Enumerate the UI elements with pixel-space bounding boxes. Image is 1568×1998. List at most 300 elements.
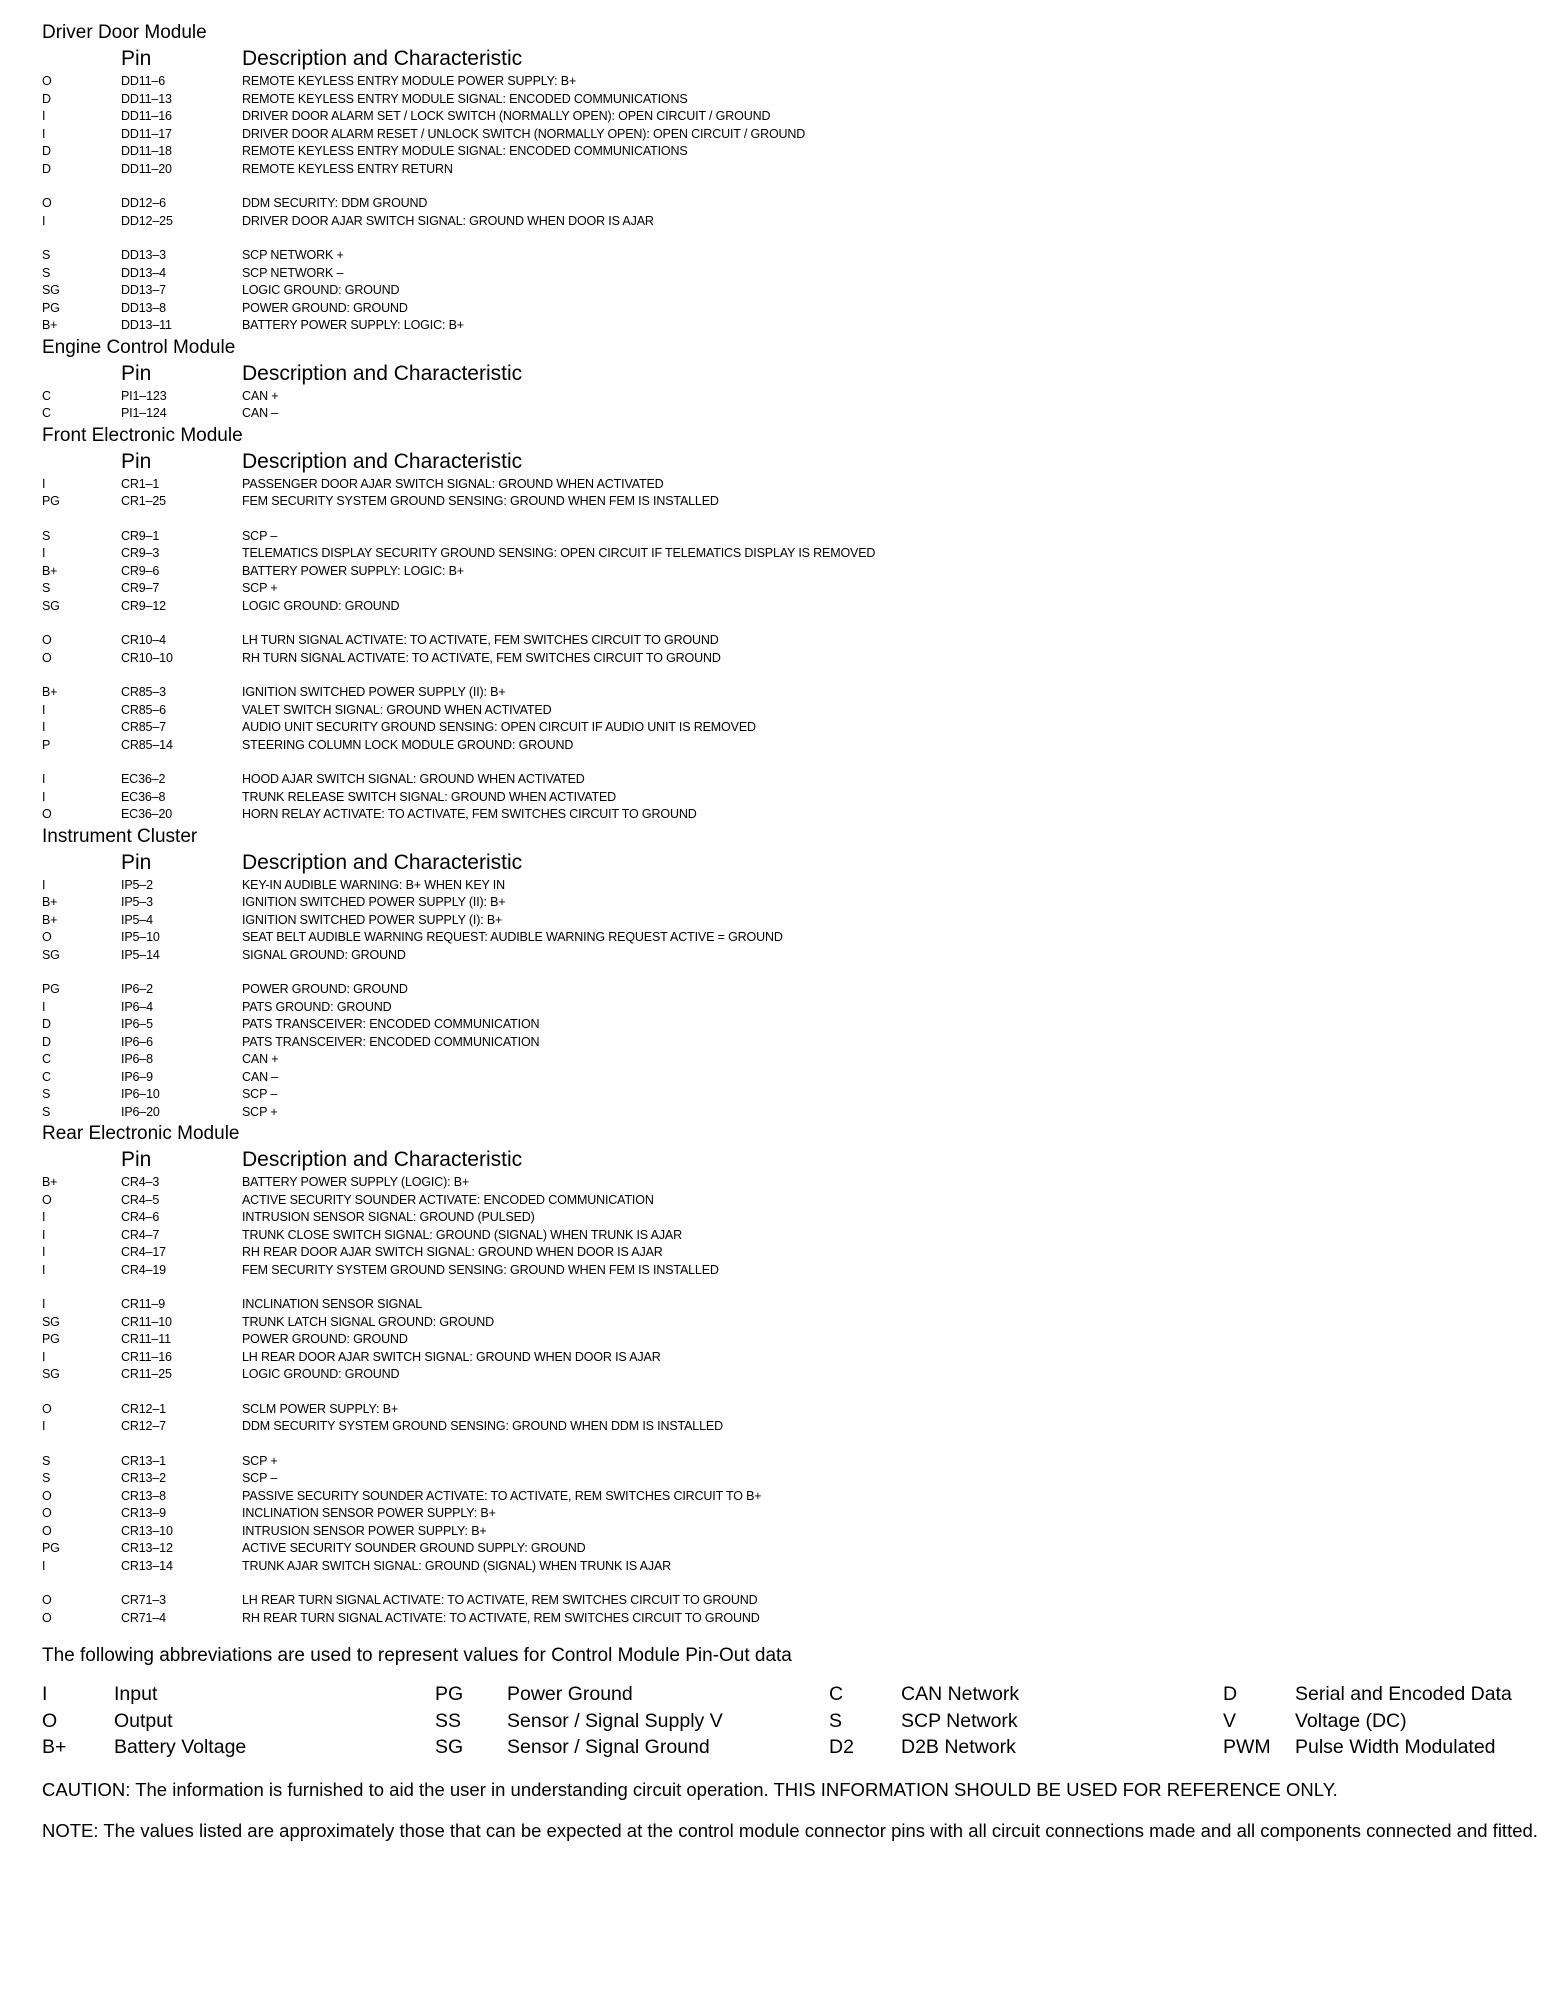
legend-label: Sensor / Signal Ground: [507, 1736, 710, 1758]
pin-id: DD12–25: [121, 213, 173, 228]
pin-id: DD13–3: [121, 248, 166, 262]
pin-id: CR4–5: [121, 1192, 160, 1207]
legend-code: SS: [435, 1709, 462, 1732]
pin-description: POWER GROUND: GROUND: [242, 982, 408, 996]
legend-code: D: [1223, 1683, 1238, 1705]
pin-description: LOGIC GROUND: GROUND: [242, 1367, 400, 1381]
signal-type: I: [42, 1419, 46, 1433]
pin-row: [42, 1227, 1542, 1245]
signal-type: I: [42, 476, 46, 491]
pin-description: PASSENGER DOOR AJAR SWITCH SIGNAL: GROUND WHEN ACTIVATED: [242, 476, 664, 491]
pin-id: CR13–10: [121, 1523, 173, 1538]
section-title: Driver Door Module: [42, 22, 207, 43]
pin-row: [42, 300, 1542, 318]
pin-row: [42, 999, 1542, 1017]
pin-row: [42, 1314, 1542, 1332]
signal-type: O: [42, 1523, 52, 1538]
legend-code: V: [1223, 1709, 1237, 1732]
group-spacer: [42, 511, 1542, 528]
signal-type: SG: [42, 283, 60, 297]
pin-description: DDM SECURITY: DDM GROUND: [242, 196, 428, 210]
pin-id: CR11–16: [121, 1349, 172, 1364]
group-spacer: [42, 1279, 1542, 1296]
signal-type: B+: [42, 895, 58, 909]
pin-description: SCP –: [242, 1087, 278, 1101]
signal-type: I: [42, 109, 46, 123]
abbreviation-legend: [42, 1641, 1542, 1843]
signal-type: D: [42, 1034, 51, 1049]
caution-text: CAUTION: The information is furnished to aid the user in understanding circuit operation. THIS INFORMATION SHOULD BE USED FOR REFERENCE ONLY.: [42, 1778, 1338, 1800]
legend-code: B+: [42, 1736, 67, 1758]
legend-code: D2: [829, 1736, 854, 1758]
pin-description: FEM SECURITY SYSTEM GROUND SENSING: GROUND WHEN FEM IS INSTALLED: [242, 494, 719, 508]
pin-row: [42, 580, 1542, 598]
group-spacer: [42, 230, 1542, 247]
pin-description: TRUNK LATCH SIGNAL GROUND: GROUND: [242, 1314, 495, 1329]
signal-type: S: [42, 1453, 51, 1468]
pin-description: IGNITION SWITCHED POWER SUPPLY (II): B+: [242, 895, 506, 909]
pin-row: [42, 213, 1542, 231]
pin-id: IP5–2: [121, 877, 153, 892]
signal-type: I: [42, 1245, 46, 1259]
pin-row: [42, 1488, 1542, 1506]
pin-description: PATS TRANSCEIVER: ENCODED COMMUNICATION: [242, 1017, 540, 1031]
pin-row: [42, 73, 1542, 91]
signal-type: C: [42, 406, 51, 420]
pin-description: BATTERY POWER SUPPLY: LOGIC: B+: [242, 563, 464, 578]
pin-row: [42, 981, 1542, 999]
pin-row: [42, 1192, 1542, 1210]
legend-code: I: [42, 1683, 48, 1705]
pin-row: [42, 1104, 1542, 1122]
signal-type: D: [42, 91, 51, 106]
signal-type: D: [42, 161, 51, 176]
signal-type: SG: [42, 1314, 60, 1329]
signal-type: SG: [42, 598, 60, 613]
pin-row: [42, 1349, 1542, 1367]
legend-label: Serial and Encoded Data: [1295, 1683, 1512, 1705]
pin-description: REMOTE KEYLESS ENTRY MODULE SIGNAL: ENCODED COMMUNICATIONS: [242, 144, 688, 158]
pin-id: DD11–20: [121, 161, 172, 176]
pin-row: [42, 806, 1542, 824]
pin-column-header: Pin: [121, 850, 152, 874]
pin-description: INTRUSION SENSOR SIGNAL: GROUND (PULSED): [242, 1210, 535, 1224]
pin-description: AUDIO UNIT SECURITY GROUND SENSING: OPEN CIRCUIT IF AUDIO UNIT IS REMOVED: [242, 720, 756, 734]
pin-row: [42, 1069, 1542, 1087]
pin-row: [42, 1016, 1542, 1034]
pin-id: CR4–7: [121, 1227, 160, 1242]
legend-label: Output: [114, 1709, 173, 1732]
pin-id: CR1–1: [121, 476, 160, 491]
pin-id: DD13–7: [121, 283, 166, 297]
legend-code: C: [829, 1683, 844, 1705]
legend-label: SCP Network: [901, 1709, 1018, 1732]
legend-grid: [42, 1681, 1542, 1761]
pin-row: [42, 247, 1542, 265]
pin-id: CR13–14: [121, 1558, 173, 1573]
group-spacer: [42, 667, 1542, 684]
signal-type: P: [42, 737, 51, 752]
pin-id: CR13–2: [121, 1471, 166, 1485]
pin-description: PASSIVE SECURITY SOUNDER ACTIVATE: TO ACTIVATE, REM SWITCHES CIRCUIT TO B+: [242, 1488, 762, 1503]
pin-row: [42, 1086, 1542, 1104]
pin-description: CAN –: [242, 1069, 279, 1084]
pin-description: SIGNAL GROUND: GROUND: [242, 947, 406, 962]
pinout-document: [42, 20, 1542, 1843]
note-text: NOTE: The values listed are approximately those that can be expected at the control module connector pins with all circuit connections made and all components connected and fitted.: [42, 1819, 1538, 1841]
description-column-header: Description and Characteristic: [242, 1148, 523, 1171]
signal-type: I: [42, 1210, 46, 1224]
pin-row: [42, 1558, 1542, 1576]
pin-description: ACTIVE SECURITY SOUNDER GROUND SUPPLY: GROUND: [242, 1541, 586, 1555]
pin-row: [42, 1051, 1542, 1069]
pin-description: BATTERY POWER SUPPLY (LOGIC): B+: [242, 1175, 470, 1189]
legend-label: D2B Network: [901, 1736, 1016, 1758]
signal-type: I: [42, 126, 46, 141]
signal-type: O: [42, 1192, 52, 1207]
pin-description: KEY-IN AUDIBLE WARNING: B+ WHEN KEY IN: [242, 877, 506, 892]
signal-type: I: [42, 213, 46, 228]
pin-row: [42, 1296, 1542, 1314]
pin-description: POWER GROUND: GROUND: [242, 300, 408, 315]
pin-description: DDM SECURITY SYSTEM GROUND SENSING: GROUND WHEN DDM IS INSTALLED: [242, 1419, 723, 1433]
pin-column-header: Pin: [121, 1148, 152, 1171]
pin-id: IP5–10: [121, 930, 160, 944]
legend-label: Input: [114, 1683, 158, 1705]
pin-description: STEERING COLUMN LOCK MODULE GROUND: GROUND: [242, 737, 574, 752]
pin-row: [42, 1244, 1542, 1262]
pin-description: LH TURN SIGNAL ACTIVATE: TO ACTIVATE, FEM SWITCHES CIRCUIT TO GROUND: [242, 633, 719, 647]
signal-type: I: [42, 1558, 46, 1573]
group-spacer: [42, 1575, 1542, 1592]
pin-id: EC36–20: [121, 807, 173, 821]
pin-description: CAN –: [242, 406, 279, 420]
pin-id: CR10–4: [121, 633, 166, 647]
pin-description: FEM SECURITY SYSTEM GROUND SENSING: GROUND WHEN FEM IS INSTALLED: [242, 1262, 719, 1277]
pin-row: [42, 929, 1542, 947]
signal-type: O: [42, 633, 52, 647]
pin-description: SEAT BELT AUDIBLE WARNING REQUEST: AUDIBLE WARNING REQUEST ACTIVE = GROUND: [242, 930, 783, 944]
group-spacer: [42, 615, 1542, 632]
pin-id: PI1–124: [121, 406, 167, 420]
pin-description: SCP +: [242, 1453, 278, 1468]
signal-type: C: [42, 388, 51, 403]
signal-type: O: [42, 650, 52, 665]
signal-type: I: [42, 720, 46, 734]
pin-row: [42, 126, 1542, 144]
pin-row: [42, 282, 1542, 300]
signal-type: PG: [42, 494, 60, 508]
pin-id: CR85–7: [121, 720, 166, 734]
pin-row: [42, 877, 1542, 895]
pin-description: DRIVER DOOR AJAR SWITCH SIGNAL: GROUND WHEN DOOR IS AJAR: [242, 213, 654, 228]
signal-type: S: [42, 1471, 51, 1485]
signal-type: O: [42, 1506, 52, 1520]
pin-row: [42, 771, 1542, 789]
signal-type: S: [42, 1087, 51, 1101]
description-column-header: Description and Characteristic: [242, 47, 523, 70]
pin-row: [42, 1366, 1542, 1384]
section-title: Front Electronic Module: [42, 424, 243, 446]
pin-description: TRUNK AJAR SWITCH SIGNAL: GROUND (SIGNAL) WHEN TRUNK IS AJAR: [242, 1558, 672, 1573]
pin-row: [42, 1523, 1542, 1541]
signal-type: I: [42, 999, 46, 1014]
pin-id: CR4–6: [121, 1210, 160, 1224]
signal-type: S: [42, 1104, 51, 1119]
pin-row: [42, 1209, 1542, 1227]
pin-row: [42, 1592, 1542, 1610]
pin-id: DD11–6: [121, 74, 166, 88]
pin-description: HORN RELAY ACTIVATE: TO ACTIVATE, FEM SWITCHES CIRCUIT TO GROUND: [242, 807, 697, 821]
pin-row: [42, 894, 1542, 912]
legend-label: Sensor / Signal Supply V: [507, 1709, 723, 1732]
column-header-row: [42, 45, 1542, 73]
pin-column-header: Pin: [121, 47, 152, 70]
signal-type: PG: [42, 300, 60, 315]
pin-id: DD11–17: [121, 126, 172, 141]
pin-id: PI1–123: [121, 388, 167, 403]
signal-type: I: [42, 877, 46, 892]
pin-column-header: Pin: [121, 449, 152, 473]
signal-type: O: [42, 74, 52, 88]
signal-type: PG: [42, 982, 60, 996]
signal-type: I: [42, 1227, 46, 1242]
pin-id: DD11–16: [121, 109, 172, 123]
pin-row: [42, 388, 1542, 406]
group-spacer: [42, 1384, 1542, 1401]
pin-description: DRIVER DOOR ALARM RESET / UNLOCK SWITCH (NORMALLY OPEN): OPEN CIRCUIT / GROUND: [242, 126, 806, 141]
pin-description: SCP NETWORK –: [242, 265, 344, 280]
pin-id: CR71–3: [121, 1593, 166, 1607]
pin-row: [42, 912, 1542, 930]
pin-description: DRIVER DOOR ALARM SET / LOCK SWITCH (NORMALLY OPEN): OPEN CIRCUIT / GROUND: [242, 109, 771, 123]
pin-row: [42, 702, 1542, 720]
group-spacer: [42, 178, 1542, 195]
pin-row: [42, 1418, 1542, 1436]
pin-description: REMOTE KEYLESS ENTRY MODULE SIGNAL: ENCODED COMMUNICATIONS: [242, 91, 688, 106]
section-title: Instrument Cluster: [42, 825, 198, 847]
pin-id: EC36–8: [121, 789, 166, 804]
pin-description: SCLM POWER SUPPLY: B+: [242, 1401, 399, 1416]
pin-row: [42, 161, 1542, 179]
pin-id: CR71–4: [121, 1610, 166, 1625]
signal-type: I: [42, 772, 46, 786]
pin-id: IP6–4: [121, 999, 153, 1014]
pin-description: TRUNK RELEASE SWITCH SIGNAL: GROUND WHEN ACTIVATED: [242, 789, 617, 804]
pin-row: [42, 1262, 1542, 1280]
pin-row: [42, 632, 1542, 650]
description-column-header: Description and Characteristic: [242, 850, 523, 874]
pin-row: [42, 143, 1542, 161]
pin-row: [42, 1401, 1542, 1419]
description-column-header: Description and Characteristic: [242, 361, 523, 385]
pin-description: REMOTE KEYLESS ENTRY MODULE POWER SUPPLY: B+: [242, 74, 577, 88]
pin-id: EC36–2: [121, 772, 166, 786]
legend-code: PWM: [1223, 1736, 1271, 1758]
legend-label: CAN Network: [901, 1683, 1020, 1705]
pin-row: [42, 317, 1542, 335]
module-section: [42, 335, 1542, 423]
pin-row: [42, 545, 1542, 563]
signal-type: S: [42, 581, 51, 595]
pin-id: IP6–10: [121, 1087, 160, 1101]
pin-id: IP6–20: [121, 1104, 160, 1119]
pin-description: IGNITION SWITCHED POWER SUPPLY (II): B+: [242, 685, 506, 699]
signal-type: B+: [42, 318, 58, 332]
legend-intro: The following abbreviations are used to represent values for Control Module Pin-Out data: [42, 1645, 792, 1666]
legend-code: PG: [435, 1683, 464, 1705]
signal-type: D: [42, 1017, 51, 1031]
pin-id: IP6–5: [121, 1017, 153, 1031]
pin-description: VALET SWITCH SIGNAL: GROUND WHEN ACTIVATED: [242, 702, 552, 717]
pin-id: CR1–25: [121, 494, 166, 508]
signal-type: B+: [42, 912, 58, 927]
pin-id: CR13–12: [121, 1541, 173, 1555]
group-spacer: [42, 754, 1542, 771]
signal-type: O: [42, 930, 52, 944]
pin-id: CR12–1: [121, 1401, 166, 1416]
pin-row: [42, 405, 1542, 423]
pin-description: INTRUSION SENSOR POWER SUPPLY: B+: [242, 1523, 487, 1538]
pin-id: DD11–13: [121, 91, 172, 106]
signal-type: I: [42, 1349, 46, 1364]
legend-code: SG: [435, 1736, 464, 1758]
group-spacer: [42, 964, 1542, 981]
pin-id: CR11–25: [121, 1367, 172, 1381]
legend-code: S: [829, 1709, 843, 1732]
signal-type: S: [42, 265, 51, 280]
module-sections: [42, 20, 1542, 1627]
pin-description: HOOD AJAR SWITCH SIGNAL: GROUND WHEN ACTIVATED: [242, 772, 585, 786]
pin-id: CR4–17: [121, 1245, 166, 1259]
signal-type: D: [42, 144, 51, 158]
signal-type: I: [42, 1262, 46, 1277]
pin-id: DD13–8: [121, 300, 166, 315]
legend-label: Pulse Width Modulated: [1295, 1736, 1496, 1758]
pin-description: LOGIC GROUND: GROUND: [242, 598, 400, 613]
pin-row: [42, 1505, 1542, 1523]
pin-id: CR85–3: [121, 685, 166, 699]
pin-id: CR9–7: [121, 581, 160, 595]
pin-row: [42, 737, 1542, 755]
pin-id: IP5–3: [121, 895, 153, 909]
pin-id: IP6–6: [121, 1034, 153, 1049]
pin-id: CR4–19: [121, 1262, 166, 1277]
module-section: [42, 20, 1542, 335]
pin-row: [42, 563, 1542, 581]
pin-id: CR11–11: [121, 1332, 171, 1346]
signal-type: PG: [42, 1332, 60, 1346]
signal-type: S: [42, 248, 51, 262]
legend-label: Voltage (DC): [1295, 1709, 1407, 1732]
signal-type: O: [42, 1593, 52, 1607]
legend-label: Power Ground: [507, 1683, 633, 1705]
pin-row: [42, 598, 1542, 616]
pin-description: SCP –: [242, 1471, 278, 1485]
pin-row: [42, 1610, 1542, 1628]
pin-description: LH REAR DOOR AJAR SWITCH SIGNAL: GROUND WHEN DOOR IS AJAR: [242, 1349, 661, 1364]
pin-id: CR9–12: [121, 598, 166, 613]
pin-id: CR9–1: [121, 528, 160, 543]
pin-description: RH TURN SIGNAL ACTIVATE: TO ACTIVATE, FEM SWITCHES CIRCUIT TO GROUND: [242, 650, 721, 665]
module-section: [42, 423, 1542, 824]
pin-id: IP6–8: [121, 1052, 153, 1066]
pin-description: BATTERY POWER SUPPLY: LOGIC: B+: [242, 318, 464, 332]
pin-id: IP6–9: [121, 1069, 153, 1084]
pin-row: [42, 265, 1542, 283]
pin-row: [42, 650, 1542, 668]
pin-description: SCP NETWORK +: [242, 248, 344, 262]
pin-row: [42, 684, 1542, 702]
pin-description: SCP +: [242, 581, 278, 595]
pin-row: [42, 493, 1542, 511]
pin-row: [42, 528, 1542, 546]
signal-type: B+: [42, 563, 58, 578]
pin-description: SCP +: [242, 1104, 278, 1119]
pin-row: [42, 1540, 1542, 1558]
pin-description: INCLINATION SENSOR SIGNAL: [242, 1297, 423, 1311]
column-header-row: [42, 360, 1542, 388]
pin-id: CR10–10: [121, 650, 173, 665]
pin-description: RH REAR DOOR AJAR SWITCH SIGNAL: GROUND WHEN DOOR IS AJAR: [242, 1245, 663, 1259]
pin-description: TRUNK CLOSE SWITCH SIGNAL: GROUND (SIGNAL) WHEN TRUNK IS AJAR: [242, 1227, 682, 1242]
pin-id: CR9–6: [121, 563, 160, 578]
column-header-row: [42, 1146, 1542, 1174]
pin-row: [42, 1034, 1542, 1052]
pin-description: INCLINATION SENSOR POWER SUPPLY: B+: [242, 1506, 496, 1520]
pin-row: [42, 195, 1542, 213]
signal-type: O: [42, 196, 52, 210]
legend-code: O: [42, 1709, 58, 1732]
signal-type: SG: [42, 947, 60, 962]
signal-type: O: [42, 1488, 52, 1503]
pin-description: CAN +: [242, 388, 279, 403]
signal-type: I: [42, 702, 46, 717]
pin-description: PATS GROUND: GROUND: [242, 999, 392, 1014]
column-header-row: [42, 849, 1542, 877]
pin-description: SCP –: [242, 528, 278, 543]
pin-id: CR4–3: [121, 1175, 160, 1189]
pin-description: PATS TRANSCEIVER: ENCODED COMMUNICATION: [242, 1034, 540, 1049]
pin-id: CR11–10: [121, 1314, 172, 1329]
pin-id: DD11–18: [121, 144, 172, 158]
pin-id: CR13–1: [121, 1453, 166, 1468]
description-column-header: Description and Characteristic: [242, 449, 523, 473]
module-section: [42, 1121, 1542, 1627]
pin-row: [42, 476, 1542, 494]
pin-id: IP6–2: [121, 982, 153, 996]
legend-label: Battery Voltage: [114, 1736, 247, 1758]
pin-row: [42, 108, 1542, 126]
pin-id: CR12–7: [121, 1419, 166, 1433]
pin-row: [42, 1453, 1542, 1471]
pin-id: CR85–14: [121, 737, 173, 752]
pin-id: CR13–8: [121, 1488, 166, 1503]
pin-description: TELEMATICS DISPLAY SECURITY GROUND SENSING: OPEN CIRCUIT IF TELEMATICS DISPLAY IS REMOVED: [242, 546, 876, 560]
pin-row: [42, 1331, 1542, 1349]
pin-id: CR9–3: [121, 546, 160, 560]
signal-type: C: [42, 1052, 51, 1066]
section-title: Rear Electronic Module: [42, 1123, 240, 1144]
pin-id: CR13–9: [121, 1506, 166, 1520]
pin-description: POWER GROUND: GROUND: [242, 1332, 408, 1346]
pin-description: LOGIC GROUND: GROUND: [242, 283, 400, 297]
pin-row: [42, 1174, 1542, 1192]
pin-description: LH REAR TURN SIGNAL ACTIVATE: TO ACTIVATE, REM SWITCHES CIRCUIT TO GROUND: [242, 1593, 758, 1607]
pin-id: CR85–6: [121, 702, 166, 717]
module-section: [42, 824, 1542, 1122]
pin-description: ACTIVE SECURITY SOUNDER ACTIVATE: ENCODED COMMUNICATION: [242, 1192, 654, 1207]
